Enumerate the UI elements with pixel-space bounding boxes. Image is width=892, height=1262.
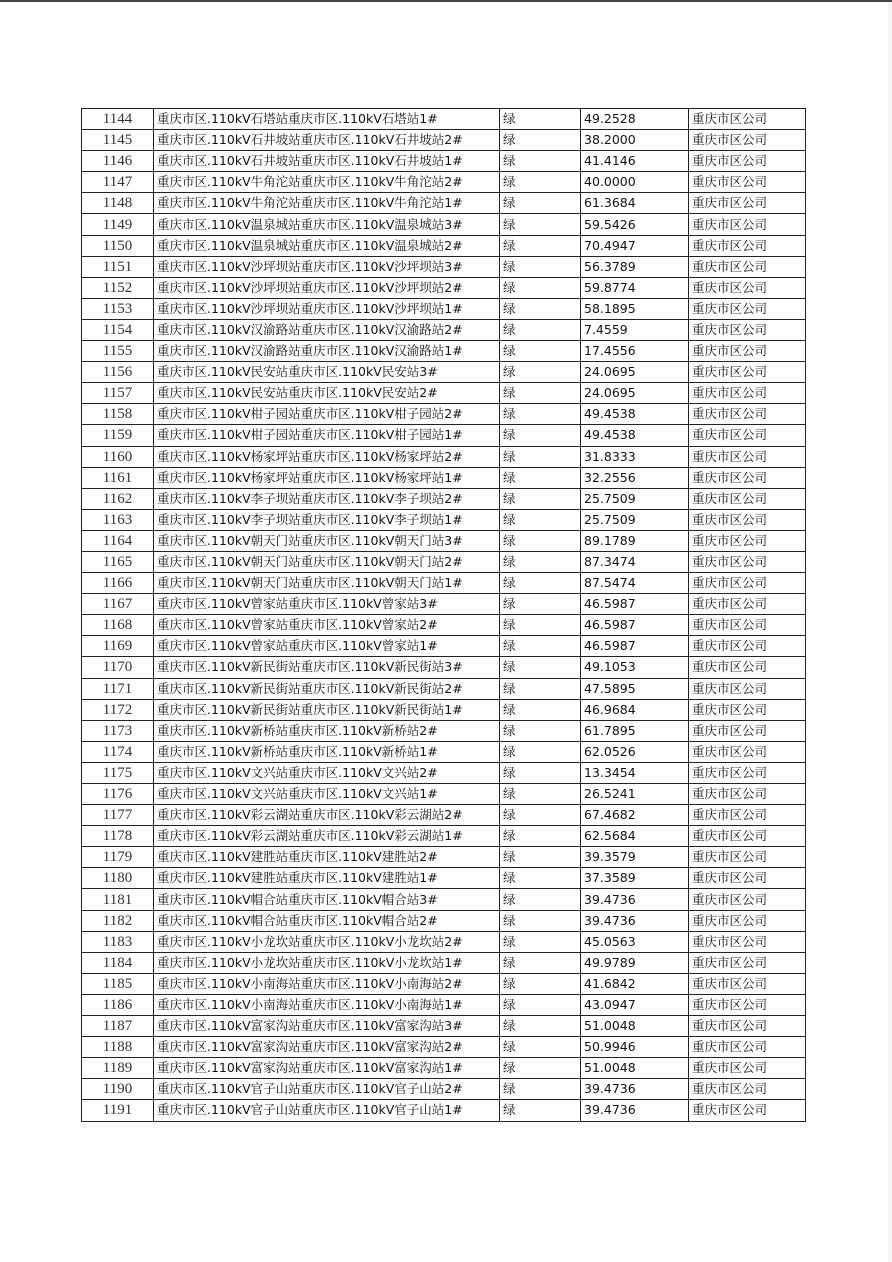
table-row bbox=[82, 889, 806, 910]
station-name-cell: 重庆市区.110kV柑子园站重庆市区.110kV柑子园站1# bbox=[154, 425, 500, 446]
table-row bbox=[82, 1058, 806, 1079]
station-name-cell: 重庆市区.110kV沙坪坝站重庆市区.110kV沙坪坝站3# bbox=[154, 256, 500, 277]
station-name-cell: 重庆市区.110kV杨家坪站重庆市区.110kV杨家坪站2# bbox=[154, 446, 500, 467]
table-row bbox=[82, 1079, 806, 1100]
station-name-cell: 重庆市区.110kV温泉城站重庆市区.110kV温泉城站3# bbox=[154, 214, 500, 235]
station-name-cell: 重庆市区.110kV新民街站重庆市区.110kV新民街站1# bbox=[154, 699, 500, 720]
table-row bbox=[82, 741, 806, 762]
table-row bbox=[82, 109, 806, 130]
table-row bbox=[82, 193, 806, 214]
row-number-cell: 1175 bbox=[82, 762, 154, 783]
station-name-cell: 重庆市区.110kV曾家站重庆市区.110kV曾家站2# bbox=[154, 615, 500, 636]
load-value-cell: 67.4682 bbox=[581, 805, 689, 826]
company-cell: 重庆市区公司 bbox=[689, 762, 806, 783]
status-color-cell: 绿 bbox=[500, 551, 581, 572]
status-color-cell: 绿 bbox=[500, 341, 581, 362]
company-cell: 重庆市区公司 bbox=[689, 699, 806, 720]
company-cell: 重庆市区公司 bbox=[689, 193, 806, 214]
load-value-cell: 25.7509 bbox=[581, 488, 689, 509]
company-cell: 重庆市区公司 bbox=[689, 362, 806, 383]
station-name-cell: 重庆市区.110kV官子山站重庆市区.110kV官子山站2# bbox=[154, 1079, 500, 1100]
load-value-cell: 62.0526 bbox=[581, 741, 689, 762]
table-row bbox=[82, 341, 806, 362]
table-row bbox=[82, 931, 806, 952]
company-cell: 重庆市区公司 bbox=[689, 826, 806, 847]
status-color-cell: 绿 bbox=[500, 151, 581, 172]
station-name-cell: 重庆市区.110kV李子坝站重庆市区.110kV李子坝站2# bbox=[154, 488, 500, 509]
station-name-cell: 重庆市区.110kV牛角沱站重庆市区.110kV牛角沱站2# bbox=[154, 172, 500, 193]
company-cell: 重庆市区公司 bbox=[689, 636, 806, 657]
load-value-cell: 38.2000 bbox=[581, 130, 689, 151]
status-color-cell: 绿 bbox=[500, 509, 581, 530]
status-color-cell: 绿 bbox=[500, 488, 581, 509]
row-number-cell: 1150 bbox=[82, 235, 154, 256]
station-name-cell: 重庆市区.110kV新桥站重庆市区.110kV新桥站1# bbox=[154, 741, 500, 762]
station-name-cell: 重庆市区.110kV柑子园站重庆市区.110kV柑子园站2# bbox=[154, 404, 500, 425]
load-value-cell: 46.9684 bbox=[581, 699, 689, 720]
company-cell: 重庆市区公司 bbox=[689, 615, 806, 636]
row-number-cell: 1174 bbox=[82, 741, 154, 762]
status-color-cell: 绿 bbox=[500, 741, 581, 762]
status-color-cell: 绿 bbox=[500, 298, 581, 319]
load-value-cell: 49.4538 bbox=[581, 425, 689, 446]
company-cell: 重庆市区公司 bbox=[689, 1058, 806, 1079]
row-number-cell: 1151 bbox=[82, 256, 154, 277]
table-row bbox=[82, 256, 806, 277]
row-number-cell: 1155 bbox=[82, 341, 154, 362]
station-name-cell: 重庆市区.110kV民安站重庆市区.110kV民安站3# bbox=[154, 362, 500, 383]
row-number-cell: 1146 bbox=[82, 151, 154, 172]
row-number-cell: 1159 bbox=[82, 425, 154, 446]
table-row bbox=[82, 762, 806, 783]
table-row bbox=[82, 910, 806, 931]
station-name-cell: 重庆市区.110kV朝天门站重庆市区.110kV朝天门站2# bbox=[154, 551, 500, 572]
load-value-cell: 26.5241 bbox=[581, 784, 689, 805]
table-row bbox=[82, 973, 806, 994]
table-row bbox=[82, 530, 806, 551]
row-number-cell: 1148 bbox=[82, 193, 154, 214]
table-row bbox=[82, 994, 806, 1015]
station-name-cell: 重庆市区.110kV富家沟站重庆市区.110kV富家沟站1# bbox=[154, 1058, 500, 1079]
status-color-cell: 绿 bbox=[500, 425, 581, 446]
load-value-cell: 61.3684 bbox=[581, 193, 689, 214]
row-number-cell: 1167 bbox=[82, 594, 154, 615]
company-cell: 重庆市区公司 bbox=[689, 994, 806, 1015]
row-number-cell: 1177 bbox=[82, 805, 154, 826]
table-row bbox=[82, 1016, 806, 1037]
status-color-cell: 绿 bbox=[500, 720, 581, 741]
table-row bbox=[82, 868, 806, 889]
company-cell: 重庆市区公司 bbox=[689, 298, 806, 319]
table-row bbox=[82, 847, 806, 868]
load-value-cell: 39.4736 bbox=[581, 910, 689, 931]
company-cell: 重庆市区公司 bbox=[689, 973, 806, 994]
row-number-cell: 1183 bbox=[82, 931, 154, 952]
station-name-cell: 重庆市区.110kV牛角沱站重庆市区.110kV牛角沱站1# bbox=[154, 193, 500, 214]
row-number-cell: 1169 bbox=[82, 636, 154, 657]
load-value-cell: 87.5474 bbox=[581, 573, 689, 594]
status-color-cell: 绿 bbox=[500, 826, 581, 847]
status-color-cell: 绿 bbox=[500, 1100, 581, 1121]
company-cell: 重庆市区公司 bbox=[689, 509, 806, 530]
load-value-cell: 46.5987 bbox=[581, 594, 689, 615]
station-name-cell: 重庆市区.110kV新民街站重庆市区.110kV新民街站3# bbox=[154, 657, 500, 678]
table-row bbox=[82, 383, 806, 404]
table-row bbox=[82, 319, 806, 340]
load-value-cell: 51.0048 bbox=[581, 1058, 689, 1079]
status-color-cell: 绿 bbox=[500, 910, 581, 931]
load-value-cell: 39.4736 bbox=[581, 1100, 689, 1121]
table-row bbox=[82, 699, 806, 720]
table-row bbox=[82, 509, 806, 530]
load-value-cell: 49.1053 bbox=[581, 657, 689, 678]
row-number-cell: 1191 bbox=[82, 1100, 154, 1121]
company-cell: 重庆市区公司 bbox=[689, 446, 806, 467]
table-row bbox=[82, 298, 806, 319]
company-cell: 重庆市区公司 bbox=[689, 319, 806, 340]
load-value-cell: 59.5426 bbox=[581, 214, 689, 235]
row-number-cell: 1173 bbox=[82, 720, 154, 741]
station-name-cell: 重庆市区.110kV民安站重庆市区.110kV民安站2# bbox=[154, 383, 500, 404]
load-value-cell: 61.7895 bbox=[581, 720, 689, 741]
table-row bbox=[82, 235, 806, 256]
company-cell: 重庆市区公司 bbox=[689, 551, 806, 572]
status-color-cell: 绿 bbox=[500, 868, 581, 889]
table-row bbox=[82, 657, 806, 678]
page-right-edge bbox=[888, 2, 892, 1262]
row-number-cell: 1153 bbox=[82, 298, 154, 319]
load-value-cell: 49.4538 bbox=[581, 404, 689, 425]
company-cell: 重庆市区公司 bbox=[689, 277, 806, 298]
station-name-cell: 重庆市区.110kV沙坪坝站重庆市区.110kV沙坪坝站1# bbox=[154, 298, 500, 319]
status-color-cell: 绿 bbox=[500, 889, 581, 910]
load-value-cell: 37.3589 bbox=[581, 868, 689, 889]
load-value-cell: 87.3474 bbox=[581, 551, 689, 572]
station-name-cell: 重庆市区.110kV彩云湖站重庆市区.110kV彩云湖站1# bbox=[154, 826, 500, 847]
load-value-cell: 43.0947 bbox=[581, 994, 689, 1015]
table-row bbox=[82, 615, 806, 636]
load-value-cell: 47.5895 bbox=[581, 678, 689, 699]
station-name-cell: 重庆市区.110kV曾家站重庆市区.110kV曾家站1# bbox=[154, 636, 500, 657]
row-number-cell: 1186 bbox=[82, 994, 154, 1015]
station-name-cell: 重庆市区.110kV文兴站重庆市区.110kV文兴站2# bbox=[154, 762, 500, 783]
table-row bbox=[82, 214, 806, 235]
row-number-cell: 1156 bbox=[82, 362, 154, 383]
company-cell: 重庆市区公司 bbox=[689, 678, 806, 699]
status-color-cell: 绿 bbox=[500, 931, 581, 952]
status-color-cell: 绿 bbox=[500, 277, 581, 298]
company-cell: 重庆市区公司 bbox=[689, 341, 806, 362]
row-number-cell: 1166 bbox=[82, 573, 154, 594]
station-name-cell: 重庆市区.110kV小南海站重庆市区.110kV小南海站1# bbox=[154, 994, 500, 1015]
table-row bbox=[82, 130, 806, 151]
station-name-cell: 重庆市区.110kV新民街站重庆市区.110kV新民街站2# bbox=[154, 678, 500, 699]
station-name-cell: 重庆市区.110kV石塔站重庆市区.110kV石塔站1# bbox=[154, 109, 500, 130]
status-color-cell: 绿 bbox=[500, 615, 581, 636]
status-color-cell: 绿 bbox=[500, 109, 581, 130]
row-number-cell: 1145 bbox=[82, 130, 154, 151]
table-row bbox=[82, 594, 806, 615]
status-color-cell: 绿 bbox=[500, 699, 581, 720]
status-color-cell: 绿 bbox=[500, 1079, 581, 1100]
station-name-cell: 重庆市区.110kV建胜站重庆市区.110kV建胜站1# bbox=[154, 868, 500, 889]
station-name-cell: 重庆市区.110kV沙坪坝站重庆市区.110kV沙坪坝站2# bbox=[154, 277, 500, 298]
load-value-cell: 59.8774 bbox=[581, 277, 689, 298]
status-color-cell: 绿 bbox=[500, 446, 581, 467]
load-value-cell: 40.0000 bbox=[581, 172, 689, 193]
load-value-cell: 58.1895 bbox=[581, 298, 689, 319]
row-number-cell: 1165 bbox=[82, 551, 154, 572]
table-row bbox=[82, 425, 806, 446]
row-number-cell: 1158 bbox=[82, 404, 154, 425]
company-cell: 重庆市区公司 bbox=[689, 130, 806, 151]
row-number-cell: 1168 bbox=[82, 615, 154, 636]
row-number-cell: 1171 bbox=[82, 678, 154, 699]
status-color-cell: 绿 bbox=[500, 636, 581, 657]
row-number-cell: 1154 bbox=[82, 319, 154, 340]
company-cell: 重庆市区公司 bbox=[689, 488, 806, 509]
station-name-cell: 重庆市区.110kV小龙坎站重庆市区.110kV小龙坎站2# bbox=[154, 931, 500, 952]
row-number-cell: 1190 bbox=[82, 1079, 154, 1100]
company-cell: 重庆市区公司 bbox=[689, 657, 806, 678]
status-color-cell: 绿 bbox=[500, 214, 581, 235]
table-row bbox=[82, 720, 806, 741]
row-number-cell: 1170 bbox=[82, 657, 154, 678]
load-value-cell: 50.9946 bbox=[581, 1037, 689, 1058]
status-color-cell: 绿 bbox=[500, 847, 581, 868]
load-value-cell: 41.4146 bbox=[581, 151, 689, 172]
row-number-cell: 1147 bbox=[82, 172, 154, 193]
status-color-cell: 绿 bbox=[500, 362, 581, 383]
row-number-cell: 1176 bbox=[82, 784, 154, 805]
company-cell: 重庆市区公司 bbox=[689, 214, 806, 235]
row-number-cell: 1144 bbox=[82, 109, 154, 130]
company-cell: 重庆市区公司 bbox=[689, 383, 806, 404]
table-row bbox=[82, 952, 806, 973]
row-number-cell: 1182 bbox=[82, 910, 154, 931]
status-color-cell: 绿 bbox=[500, 256, 581, 277]
table-row bbox=[82, 551, 806, 572]
row-number-cell: 1180 bbox=[82, 868, 154, 889]
load-value-cell: 31.8333 bbox=[581, 446, 689, 467]
table-row bbox=[82, 467, 806, 488]
page-top-border bbox=[0, 0, 892, 2]
company-cell: 重庆市区公司 bbox=[689, 235, 806, 256]
table-row bbox=[82, 1100, 806, 1121]
load-value-cell: 51.0048 bbox=[581, 1016, 689, 1037]
company-cell: 重庆市区公司 bbox=[689, 741, 806, 762]
status-color-cell: 绿 bbox=[500, 404, 581, 425]
company-cell: 重庆市区公司 bbox=[689, 1079, 806, 1100]
station-name-cell: 重庆市区.110kV小龙坎站重庆市区.110kV小龙坎站1# bbox=[154, 952, 500, 973]
load-value-cell: 39.3579 bbox=[581, 847, 689, 868]
company-cell: 重庆市区公司 bbox=[689, 404, 806, 425]
station-name-cell: 重庆市区.110kV文兴站重庆市区.110kV文兴站1# bbox=[154, 784, 500, 805]
company-cell: 重庆市区公司 bbox=[689, 720, 806, 741]
status-color-cell: 绿 bbox=[500, 784, 581, 805]
status-color-cell: 绿 bbox=[500, 383, 581, 404]
station-name-cell: 重庆市区.110kV官子山站重庆市区.110kV官子山站1# bbox=[154, 1100, 500, 1121]
station-name-cell: 重庆市区.110kV朝天门站重庆市区.110kV朝天门站1# bbox=[154, 573, 500, 594]
load-value-cell: 24.0695 bbox=[581, 362, 689, 383]
station-name-cell: 重庆市区.110kV石井坡站重庆市区.110kV石井坡站2# bbox=[154, 130, 500, 151]
company-cell: 重庆市区公司 bbox=[689, 910, 806, 931]
status-color-cell: 绿 bbox=[500, 678, 581, 699]
status-color-cell: 绿 bbox=[500, 805, 581, 826]
table-row bbox=[82, 826, 806, 847]
status-color-cell: 绿 bbox=[500, 530, 581, 551]
company-cell: 重庆市区公司 bbox=[689, 151, 806, 172]
load-value-cell: 39.4736 bbox=[581, 1079, 689, 1100]
load-value-cell: 45.0563 bbox=[581, 931, 689, 952]
row-number-cell: 1179 bbox=[82, 847, 154, 868]
status-color-cell: 绿 bbox=[500, 172, 581, 193]
table-row bbox=[82, 172, 806, 193]
company-cell: 重庆市区公司 bbox=[689, 931, 806, 952]
status-color-cell: 绿 bbox=[500, 1037, 581, 1058]
station-name-cell: 重庆市区.110kV富家沟站重庆市区.110kV富家沟站3# bbox=[154, 1016, 500, 1037]
station-name-cell: 重庆市区.110kV杨家坪站重庆市区.110kV杨家坪站1# bbox=[154, 467, 500, 488]
row-number-cell: 1188 bbox=[82, 1037, 154, 1058]
table-row bbox=[82, 636, 806, 657]
company-cell: 重庆市区公司 bbox=[689, 573, 806, 594]
load-value-cell: 56.3789 bbox=[581, 256, 689, 277]
row-number-cell: 1162 bbox=[82, 488, 154, 509]
status-color-cell: 绿 bbox=[500, 467, 581, 488]
company-cell: 重庆市区公司 bbox=[689, 1037, 806, 1058]
company-cell: 重庆市区公司 bbox=[689, 467, 806, 488]
table-row bbox=[82, 784, 806, 805]
row-number-cell: 1164 bbox=[82, 530, 154, 551]
company-cell: 重庆市区公司 bbox=[689, 1100, 806, 1121]
station-name-cell: 重庆市区.110kV汉渝路站重庆市区.110kV汉渝路站1# bbox=[154, 341, 500, 362]
company-cell: 重庆市区公司 bbox=[689, 109, 806, 130]
row-number-cell: 1157 bbox=[82, 383, 154, 404]
table-row bbox=[82, 151, 806, 172]
load-value-cell: 13.3454 bbox=[581, 762, 689, 783]
load-value-cell: 39.4736 bbox=[581, 889, 689, 910]
table-row bbox=[82, 573, 806, 594]
load-value-cell: 32.2556 bbox=[581, 467, 689, 488]
load-value-cell: 49.2528 bbox=[581, 109, 689, 130]
row-number-cell: 1172 bbox=[82, 699, 154, 720]
row-number-cell: 1161 bbox=[82, 467, 154, 488]
row-number-cell: 1185 bbox=[82, 973, 154, 994]
table-row bbox=[82, 277, 806, 298]
company-cell: 重庆市区公司 bbox=[689, 868, 806, 889]
load-value-cell: 41.6842 bbox=[581, 973, 689, 994]
station-name-cell: 重庆市区.110kV新桥站重庆市区.110kV新桥站2# bbox=[154, 720, 500, 741]
load-value-cell: 17.4556 bbox=[581, 341, 689, 362]
company-cell: 重庆市区公司 bbox=[689, 425, 806, 446]
status-color-cell: 绿 bbox=[500, 657, 581, 678]
status-color-cell: 绿 bbox=[500, 573, 581, 594]
company-cell: 重庆市区公司 bbox=[689, 889, 806, 910]
company-cell: 重庆市区公司 bbox=[689, 784, 806, 805]
table-row bbox=[82, 488, 806, 509]
row-number-cell: 1152 bbox=[82, 277, 154, 298]
station-name-cell: 重庆市区.110kV石井坡站重庆市区.110kV石井坡站1# bbox=[154, 151, 500, 172]
status-color-cell: 绿 bbox=[500, 1016, 581, 1037]
row-number-cell: 1187 bbox=[82, 1016, 154, 1037]
table-row bbox=[82, 678, 806, 699]
table-row bbox=[82, 805, 806, 826]
table-row bbox=[82, 446, 806, 467]
status-color-cell: 绿 bbox=[500, 130, 581, 151]
company-cell: 重庆市区公司 bbox=[689, 594, 806, 615]
station-name-cell: 重庆市区.110kV朝天门站重庆市区.110kV朝天门站3# bbox=[154, 530, 500, 551]
station-name-cell: 重庆市区.110kV汉渝路站重庆市区.110kV汉渝路站2# bbox=[154, 319, 500, 340]
load-value-cell: 24.0695 bbox=[581, 383, 689, 404]
company-cell: 重庆市区公司 bbox=[689, 1016, 806, 1037]
table-row bbox=[82, 404, 806, 425]
station-name-cell: 重庆市区.110kV曾家站重庆市区.110kV曾家站3# bbox=[154, 594, 500, 615]
load-value-cell: 25.7509 bbox=[581, 509, 689, 530]
station-name-cell: 重庆市区.110kV李子坝站重庆市区.110kV李子坝站1# bbox=[154, 509, 500, 530]
load-value-cell: 49.9789 bbox=[581, 952, 689, 973]
load-value-cell: 70.4947 bbox=[581, 235, 689, 256]
status-color-cell: 绿 bbox=[500, 1058, 581, 1079]
status-color-cell: 绿 bbox=[500, 594, 581, 615]
row-number-cell: 1184 bbox=[82, 952, 154, 973]
row-number-cell: 1178 bbox=[82, 826, 154, 847]
station-name-cell: 重庆市区.110kV富家沟站重庆市区.110kV富家沟站2# bbox=[154, 1037, 500, 1058]
load-value-cell: 62.5684 bbox=[581, 826, 689, 847]
company-cell: 重庆市区公司 bbox=[689, 256, 806, 277]
load-value-cell: 7.4559 bbox=[581, 319, 689, 340]
station-name-cell: 重庆市区.110kV帽合站重庆市区.110kV帽合站2# bbox=[154, 910, 500, 931]
status-color-cell: 绿 bbox=[500, 235, 581, 256]
load-value-cell: 46.5987 bbox=[581, 636, 689, 657]
table-body bbox=[82, 109, 806, 1122]
status-color-cell: 绿 bbox=[500, 762, 581, 783]
company-cell: 重庆市区公司 bbox=[689, 847, 806, 868]
company-cell: 重庆市区公司 bbox=[689, 952, 806, 973]
row-number-cell: 1181 bbox=[82, 889, 154, 910]
row-number-cell: 1160 bbox=[82, 446, 154, 467]
status-color-cell: 绿 bbox=[500, 319, 581, 340]
row-number-cell: 1163 bbox=[82, 509, 154, 530]
status-color-cell: 绿 bbox=[500, 973, 581, 994]
company-cell: 重庆市区公司 bbox=[689, 172, 806, 193]
status-color-cell: 绿 bbox=[500, 994, 581, 1015]
row-number-cell: 1149 bbox=[82, 214, 154, 235]
station-name-cell: 重庆市区.110kV建胜站重庆市区.110kV建胜站2# bbox=[154, 847, 500, 868]
load-value-cell: 89.1789 bbox=[581, 530, 689, 551]
station-name-cell: 重庆市区.110kV彩云湖站重庆市区.110kV彩云湖站2# bbox=[154, 805, 500, 826]
station-name-cell: 重庆市区.110kV温泉城站重庆市区.110kV温泉城站2# bbox=[154, 235, 500, 256]
table-row bbox=[82, 362, 806, 383]
table-row bbox=[82, 1037, 806, 1058]
station-name-cell: 重庆市区.110kV帽合站重庆市区.110kV帽合站3# bbox=[154, 889, 500, 910]
row-number-cell: 1189 bbox=[82, 1058, 154, 1079]
load-value-cell: 46.5987 bbox=[581, 615, 689, 636]
station-name-cell: 重庆市区.110kV小南海站重庆市区.110kV小南海站2# bbox=[154, 973, 500, 994]
company-cell: 重庆市区公司 bbox=[689, 805, 806, 826]
substation-table bbox=[81, 108, 806, 1122]
status-color-cell: 绿 bbox=[500, 952, 581, 973]
status-color-cell: 绿 bbox=[500, 193, 581, 214]
company-cell: 重庆市区公司 bbox=[689, 530, 806, 551]
